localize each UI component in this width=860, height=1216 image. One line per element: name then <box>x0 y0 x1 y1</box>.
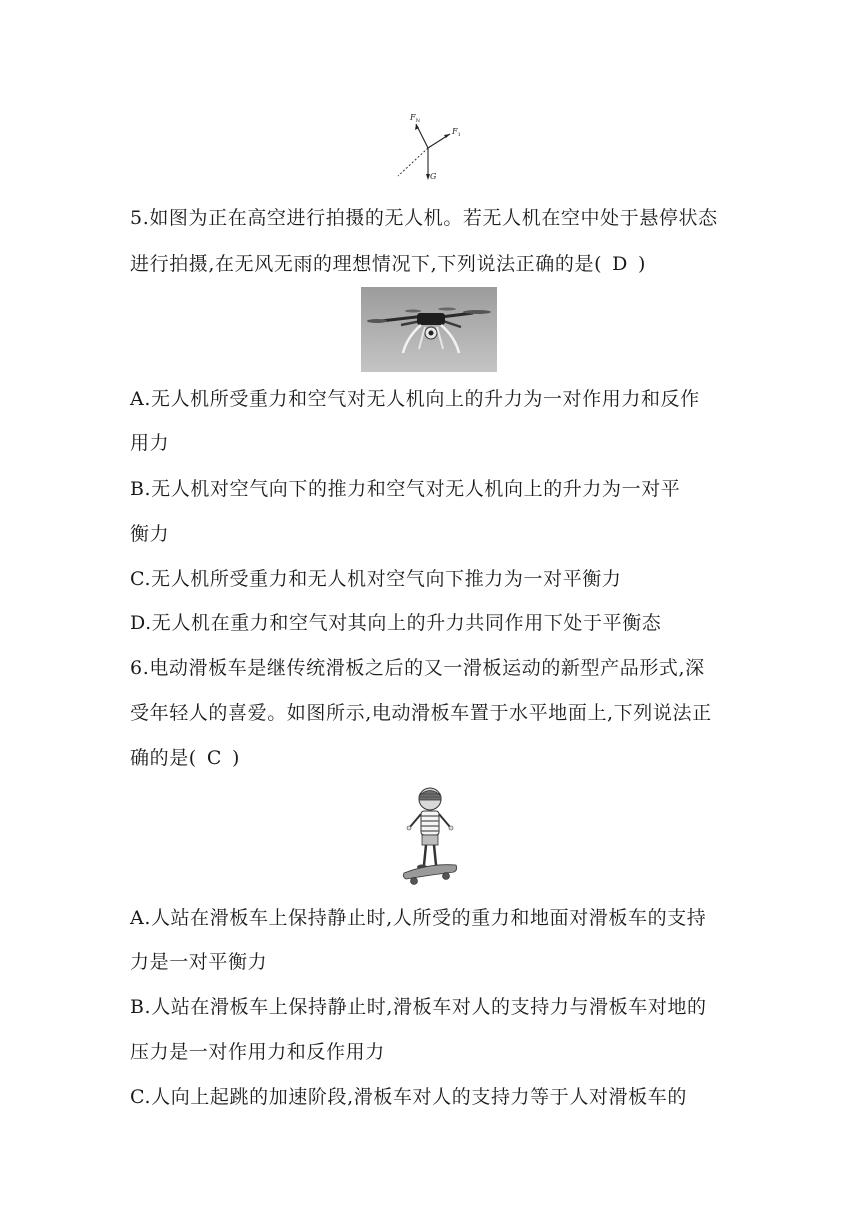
q5-option-b-line2: 衡力 <box>130 523 170 545</box>
q6-option-a-line2: 力是一对平衡力 <box>130 951 268 973</box>
q5-option-a-line1: A.无人机所受重力和空气对无人机向上的升力为一对作用力和反作 <box>130 388 700 410</box>
force-diagram <box>388 108 470 184</box>
q5-stem-line2 <box>130 252 740 276</box>
g-label: G <box>430 172 437 181</box>
q5-option-a-line2: 用力 <box>130 432 170 454</box>
q6-option-c-line1: C.人向上起跳的加速阶段,滑板车对人的支持力等于人对滑板车的 <box>130 1086 687 1108</box>
q6-stem-line3 <box>130 746 740 770</box>
q5-stem-line1: 5.如图为正在高空进行拍摄的无人机。若无人机在空中处于悬停状态 <box>130 207 718 229</box>
q6-stem-line1: 6.电动滑板车是继传统滑板之后的又一滑板运动的新型产品形式,深 <box>130 657 705 679</box>
q6-stem-line2: 受年轻人的喜爱。如图所示,电动滑板车置于水平地面上,下列说法正 <box>130 702 712 724</box>
q5-option-d: D.无人机在重力和空气对其向上的升力共同作用下处于平衡态 <box>130 612 662 634</box>
q6-option-b-line1: B.人站在滑板车上保持静止时,滑板车对人的支持力与滑板车对地的 <box>130 996 707 1018</box>
q6-stem-text: 确的是( <box>130 747 197 769</box>
q5-option-b-line1: B.无人机对空气向下的推力和空气对无人机向上的升力为一对平 <box>130 478 681 500</box>
q5-option-c: C.无人机所受重力和无人机对空气向下推力为一对平衡力 <box>130 568 622 590</box>
q6-paren-close: ) <box>231 747 240 769</box>
q5-answer: D <box>612 253 628 275</box>
skateboard-illustration <box>400 783 460 889</box>
q6-option-a-line1: A.人站在滑板车上保持静止时,人所受的重力和地面对滑板车的支持 <box>130 907 707 929</box>
drone-photo <box>361 287 497 372</box>
dashed-line <box>398 148 428 176</box>
f1-label: $F_1$ <box>452 127 461 138</box>
q5-stem-text: 进行拍摄,在无风无雨的理想情况下,下列说法正确的是( <box>130 253 603 275</box>
fn-label: $F_N$ <box>410 113 420 124</box>
q5-paren-close: ) <box>637 253 646 275</box>
q6-option-b-line2: 压力是一对作用力和反作用力 <box>130 1041 385 1063</box>
q6-answer: C <box>206 747 222 769</box>
